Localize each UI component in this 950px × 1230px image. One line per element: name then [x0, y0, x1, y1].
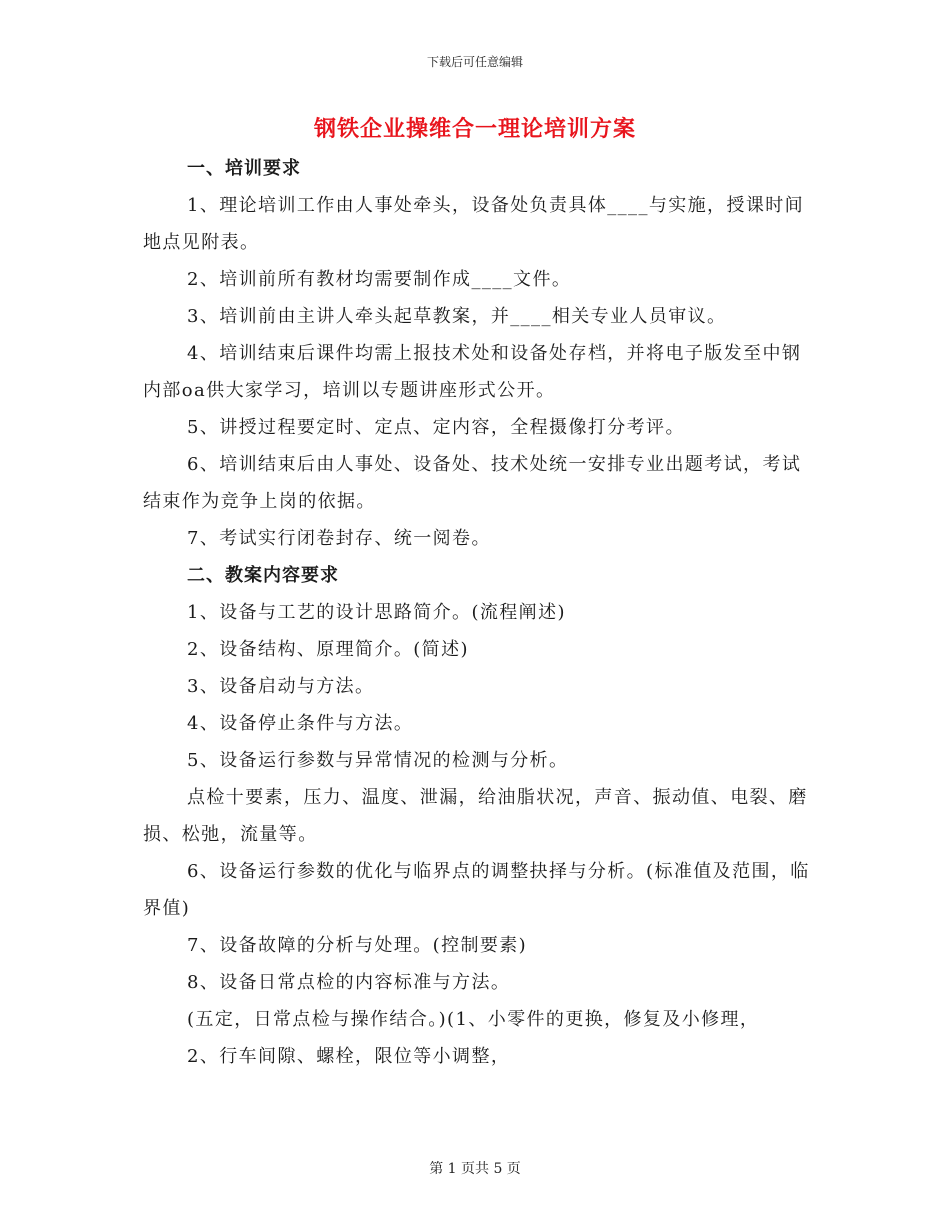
paragraph: 7、设备故障的分析与处理。(控制要素): [187, 935, 528, 956]
paragraph: 1、设备与工艺的设计思路简介。(流程阐述): [187, 602, 566, 623]
paragraph: 2、行车间隙、螺栓，限位等小调整，: [187, 1046, 511, 1067]
paragraph: 3、设备启动与方法。: [187, 676, 375, 697]
paragraph: 6、培训结束后由人事处、设备处、技术处统一安排专业出题考试，考试结束作为竞争上岗的依据。: [143, 454, 802, 512]
paragraph: 7、考试实行闭卷封存、统一阅卷。: [187, 528, 491, 549]
page-footer: 第 1 页共 5 页: [429, 1161, 521, 1177]
paragraph: 2、培训前所有教材均需要制作成____文件。: [187, 269, 572, 290]
document-body: [143, 150, 811, 1075]
paragraph: 4、设备停止条件与方法。: [187, 713, 414, 734]
document-title: 钢铁企业操维合一理论培训方案: [313, 116, 636, 142]
page-header: 下载后可任意编辑: [426, 55, 523, 69]
paragraph: 4、培训结束后课件均需上报技术处和设备处存档，并将电子版发至中钢内部oa供大家学习，培训以专题讲座形式公开。: [143, 343, 802, 401]
paragraph: 6、设备运行参数的优化与临界点的调整抉择与分析。(标准值及范围，临界值): [143, 861, 810, 919]
paragraph: 2、设备结构、原理简介。(简述): [187, 639, 469, 660]
paragraph: (五定，日常点检与操作结合。)(1、小零件的更换，修复及小修理，: [187, 1009, 760, 1030]
paragraph: 5、设备运行参数与异常情况的检测与分析。: [187, 750, 569, 771]
paragraph: 点检十要素，压力、温度、泄漏，给油脂状况，声音、振动值、电裂、磨损、松弛，流量等。: [143, 787, 808, 845]
paragraph: 8、设备日常点检的内容标准与方法。: [187, 972, 511, 993]
section-heading: 一、培训要求: [187, 158, 301, 179]
section-heading: 二、教案内容要求: [187, 565, 339, 586]
paragraph: 5、讲授过程要定时、定点、定内容，全程摄像打分考评。: [187, 417, 685, 438]
paragraph: 3、培训前由主讲人牵头起草教案，并____相关专业人员审议。: [187, 306, 727, 327]
paragraph: 1、理论培训工作由人事处牵头，设备处负责具体____与实施，授课时间地点见附表。: [143, 195, 805, 253]
